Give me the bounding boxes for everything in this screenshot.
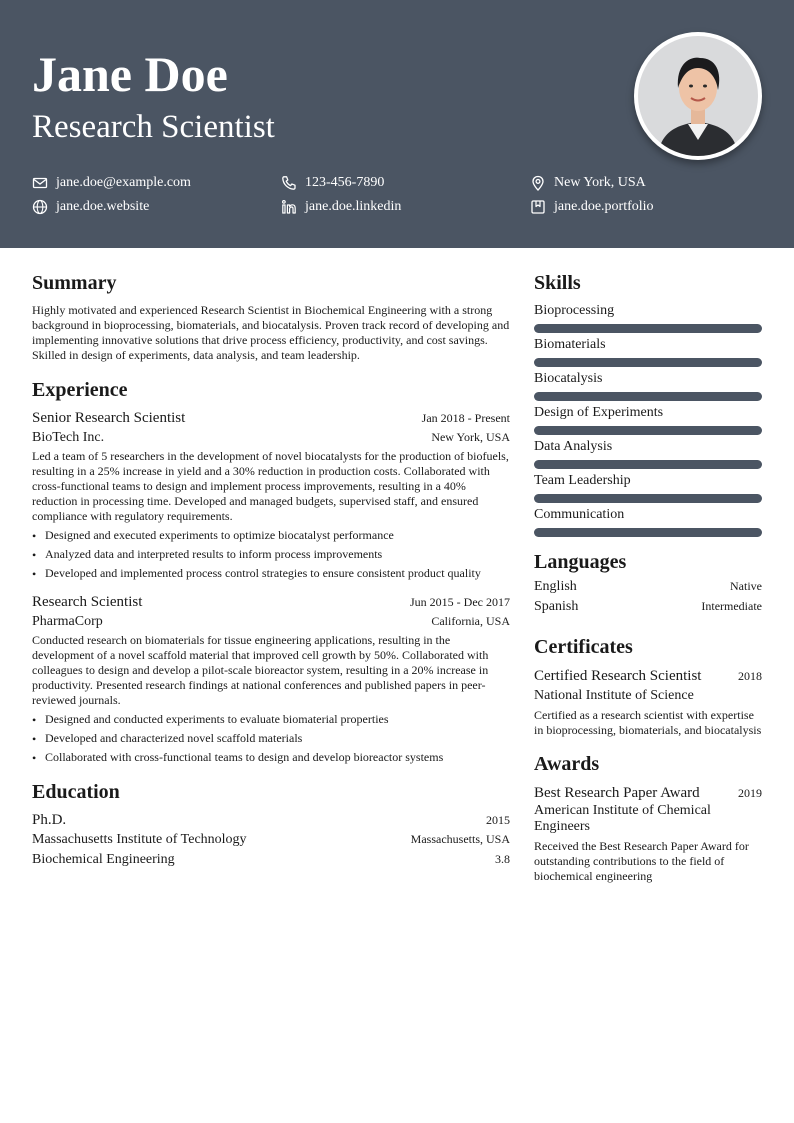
- job-bullet: • Developed and implemented process control strategies to ensure consistent product quality: [32, 566, 510, 581]
- phone-text: 123-456-7890: [305, 175, 385, 190]
- skill-label: Design of Experiments: [534, 405, 664, 420]
- skill-item: [534, 404, 762, 435]
- contact-website[interactable]: [32, 198, 281, 216]
- skill-bar: [534, 324, 762, 333]
- job-title: Research Scientist: [32, 109, 275, 145]
- certificate-description: Certified as a research scientist with expertise in bioprocessing, biomaterials, and biocatalysis: [534, 708, 762, 737]
- linkedin-text: jane.doe.linkedin: [305, 199, 402, 214]
- languages-heading: Languages: [534, 551, 627, 573]
- summary-section: [32, 272, 510, 363]
- skills-section: [534, 272, 762, 537]
- job-company: BioTech Inc.: [32, 430, 105, 445]
- candidate-name: Jane Doe: [32, 46, 228, 102]
- certificates-section: [534, 636, 762, 738]
- job-dates: Jan 2018 - Present: [421, 411, 510, 425]
- job-location: New York, USA: [431, 430, 510, 444]
- education-field: Biochemical Engineering: [32, 852, 175, 867]
- job-role: Senior Research Scientist: [32, 410, 186, 426]
- skill-label: Biocatalysis: [534, 371, 603, 386]
- certificates-heading: Certificates: [534, 636, 633, 658]
- skill-label: Team Leadership: [534, 473, 631, 488]
- job-bullet: • Developed and characterized novel scaffold materials: [32, 731, 510, 746]
- language-name: English: [534, 579, 577, 594]
- education-location: Massachusetts, USA: [410, 832, 510, 846]
- language-item: [534, 599, 762, 619]
- portfolio-icon: [530, 199, 546, 215]
- skill-item: [534, 302, 762, 333]
- job-description: Conducted research on biomaterials for tissue engineering applications, resulting in the development of a novel scaffold material that improved cell growth by 50%. Collaborated with colleagues to design and develop a pilot-scale bioreactor system, resulting in a 20% increase in productivity. Presented research findings at national conferences and published papers in peer-reviewed journals.: [32, 633, 489, 707]
- education-degree: Ph.D.: [32, 812, 67, 828]
- skill-item: [534, 506, 762, 537]
- linkedin-icon: [281, 199, 297, 215]
- language-level: Native: [730, 579, 762, 593]
- skill-item: [534, 438, 762, 469]
- certificate-name: Certified Research Scientist: [534, 668, 702, 684]
- award-issuer: American Institute of Chemical Engineers: [534, 803, 711, 834]
- job-bullet: • Designed and conducted experiments to evaluate biomaterial properties: [32, 712, 510, 727]
- skills-heading: Skills: [534, 272, 581, 294]
- skill-item: [534, 472, 762, 503]
- education-heading: Education: [32, 781, 120, 803]
- skill-label: Bioprocessing: [534, 303, 615, 318]
- profile-photo-image: [638, 36, 758, 156]
- summary-heading: Summary: [32, 272, 117, 294]
- location-text: New York, USA: [554, 175, 646, 190]
- certificate-issuer: National Institute of Science: [534, 688, 694, 703]
- portfolio-text: jane.doe.portfolio: [554, 199, 654, 214]
- job-role: Research Scientist: [32, 594, 143, 610]
- award-name: Best Research Paper Award: [534, 785, 700, 801]
- skill-item: [534, 336, 762, 367]
- skill-bar: [534, 358, 762, 367]
- language-item: [534, 579, 762, 599]
- contact-phone[interactable]: [281, 174, 530, 192]
- right-column: [534, 272, 762, 884]
- globe-icon: [32, 199, 48, 215]
- awards-heading: Awards: [534, 753, 600, 775]
- job-bullet: • Designed and executed experiments to optimize biocatalyst performance: [32, 528, 510, 543]
- phone-icon: [281, 175, 297, 191]
- languages-section: [534, 551, 762, 619]
- awards-section: [534, 753, 762, 884]
- job-company: PharmaCorp: [32, 614, 103, 629]
- summary-text: Highly motivated and experienced Research Scientist in Biochemical Engineering with a strong background in bioprocessing, biomaterials, and biocatalysis. Proven track record of developing and implementing innovative solutions that drive process efficiency, productivity, and cost savings. Skilled in design of experiments, data analysis, and team leadership.: [32, 303, 510, 362]
- location-pin-icon: [530, 175, 546, 191]
- skills-list: [534, 302, 762, 537]
- contact-email[interactable]: [32, 174, 281, 192]
- contact-location: [530, 174, 762, 192]
- job-bullets: [32, 712, 510, 765]
- job-bullet: • Collaborated with cross-functional teams to design and develop bioreactor systems: [32, 750, 510, 765]
- email-text: jane.doe@example.com: [56, 175, 191, 190]
- profile-photo: [634, 32, 762, 160]
- education-gpa: 3.8: [495, 852, 510, 866]
- certificate-year: 2018: [738, 669, 762, 683]
- job-bullet: • Analyzed data and interpreted results to inform process improvements: [32, 547, 510, 562]
- skill-label: Communication: [534, 507, 625, 522]
- language-level: Intermediate: [701, 599, 762, 613]
- contact-list: [32, 174, 762, 216]
- skill-bar: [534, 494, 762, 503]
- education-year: 2015: [486, 813, 510, 827]
- job-dates: Jun 2015 - Dec 2017: [410, 595, 510, 609]
- skill-bar: [534, 392, 762, 401]
- experience-entry: [32, 592, 510, 765]
- language-name: Spanish: [534, 599, 579, 614]
- left-column: [32, 272, 510, 870]
- job-bullets: [32, 528, 510, 581]
- experience-heading: Experience: [32, 379, 128, 401]
- skill-item: [534, 370, 762, 401]
- education-school: Massachusetts Institute of Technology: [32, 832, 247, 847]
- skill-bar: [534, 528, 762, 537]
- job-location: California, USA: [431, 614, 510, 628]
- experience-section: [32, 379, 510, 765]
- skill-label: Biomaterials: [534, 337, 606, 352]
- experience-entry: [32, 408, 510, 581]
- award-year: 2019: [738, 786, 762, 800]
- contact-portfolio[interactable]: [530, 198, 762, 216]
- website-text: jane.doe.website: [56, 199, 150, 214]
- award-description: Received the Best Research Paper Award for outstanding contributions to the field of biochemical engineering: [534, 839, 749, 883]
- contact-linkedin[interactable]: [281, 198, 530, 216]
- skill-bar: [534, 460, 762, 469]
- mail-icon: [32, 175, 48, 191]
- resume-header: [0, 0, 794, 248]
- skill-bar: [534, 426, 762, 435]
- job-description: Led a team of 5 researchers in the development of novel biocatalysts for the production of biofuels, resulting in a 25% increase in yield and a 30% reduction in production costs. Collaborated with cross-functional teams to design and implement process improvements, resulting in a 40% reduction in processing time. Developed and managed budgets, supervised staff, and ensured compliance with regulatory requirements.: [32, 449, 509, 523]
- skill-label: Data Analysis: [534, 439, 613, 454]
- education-section: [32, 781, 510, 870]
